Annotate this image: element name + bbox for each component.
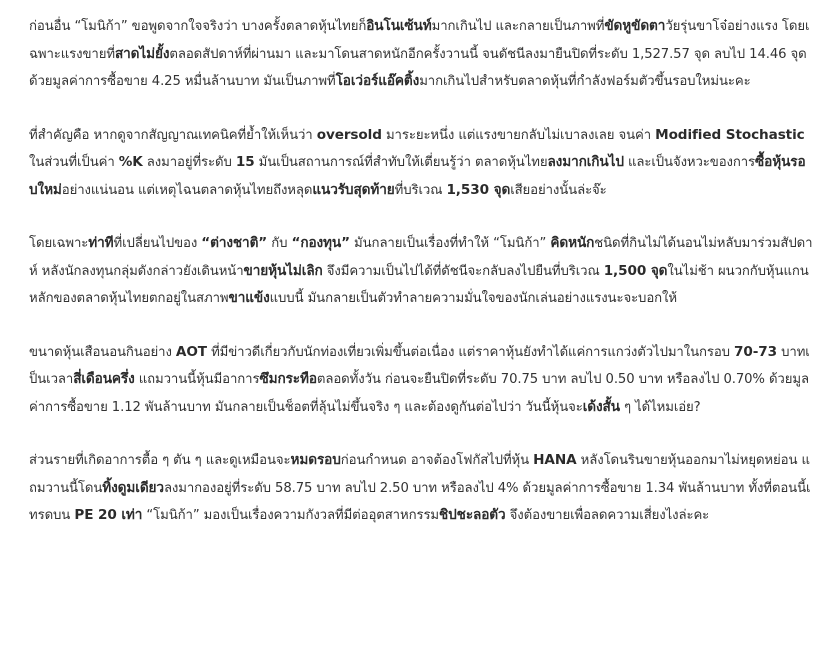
body-text: วัยรุ่นขาโจ๋อย่างแรง โดยเฉพาะแรงขายที่ <box>29 19 810 62</box>
emphasis-text: HANA <box>533 452 577 468</box>
body-text: ที่บริเวณ <box>394 182 447 198</box>
body-text: “โมนิก้า” มองเป็นเรื่องความกังวลที่มีต่ออุตสาหกรรม <box>142 508 440 523</box>
body-text: ก่อนกำหนด อาจต้องโฟกัสไปที่หุ้น <box>340 453 534 468</box>
paragraph-2 <box>29 122 813 205</box>
paragraph-4 <box>29 339 813 422</box>
emphasis-text: ซึมกระทือ <box>259 371 317 387</box>
body-text: โดยเฉพาะ <box>29 236 89 251</box>
emphasis-text: สี่เดือนครึ่ง <box>73 371 135 387</box>
body-text: มันเป็นสถานการณ์ที่สำทับให้เตี่ยนรู้ว่า ตลาดหุ้นไทย <box>254 155 548 170</box>
emphasis-text: ขายหุ้นไม่เลิก <box>243 262 323 279</box>
body-text: มากเกินไปสำหรับตลาดหุ้นที่กำลังฟอร์มตัวขึ้นรอบใหม่นะคะ <box>419 74 751 89</box>
body-text: ๆ ได้ไหมเอ่ย? <box>619 399 701 415</box>
paragraph-1 <box>29 13 813 96</box>
body-text: ตลอดทั้งวัน ก่อนจะยืนปิดที่ระดับ 70.75 บาท ลบไป 0.50 บาท หรือลงไป 0.70% ด้วยมูลค่าการซื้อขาย 1.12 พันล้านบาท มันกลายเป็นช็อตที่ลุ้นไม่ขึ้นจริง ๆ และต้องดูกันต่อไปว่า วันนี้หุ้นจะ <box>29 372 809 415</box>
body-text: ที่สำคัญคือ หากดูจากสัญญาณเทคนิคที่ย้ำให้เห็นว่า <box>29 127 317 143</box>
emphasis-text: ขาแข้ง <box>228 290 270 306</box>
emphasis-text: %K <box>118 154 143 170</box>
body-text: ลงมาอยู่ที่ระดับ <box>142 155 236 170</box>
body-text: ลงมากองอยู่ที่ระดับ 58.75 บาท ลบไป 2.50 บาท หรือลงไป 4% ด้วยมูลค่าการซื้อขาย 1.34 พันล้านบาท ทั้งที่ตอนนี้เทรดบน <box>29 480 811 523</box>
emphasis-text: 70-73 <box>734 343 778 360</box>
emphasis-text: เด้งสั้น <box>582 398 620 415</box>
body-text: มากเกินไป และกลายเป็นภาพที่ <box>431 19 605 34</box>
emphasis-text: oversold <box>316 126 382 143</box>
body-text: จึงต้องขายเพื่อลดความเสี่ยงไงล่ะคะ <box>505 508 710 523</box>
emphasis-text: ลงมากเกินไป <box>547 154 624 170</box>
emphasis-text: “ต่างชาติ” <box>201 235 268 251</box>
body-text: บาทเป็นเวลา <box>29 344 810 387</box>
body-text: ที่เปลี่ยนไปของ <box>113 236 202 251</box>
body-text: ส่วนรายที่เกิดอาการตื้อ ๆ ตัน ๆ และดูเหมือนจะ <box>29 453 291 468</box>
body-text: ตลอดสัปดาห์ที่ผ่านมา และมาโดนสาดหนักอีกครั้งวานนี้ จนดัชนีลงมายืนปิดที่ระดับ 1,527.57 จุด ลบไป 14.46 จุด ด้วยมูลค่าการซื้อขาย 4.25 หมื่นล้านบาท มันเป็นภาพที่ <box>29 46 807 89</box>
emphasis-text: ชิปชะลอตัว <box>439 507 506 523</box>
body-text: อย่างแน่นอน แต่เหตุไฉนตลาดหุ้นไทยถึงหลุด <box>61 182 313 198</box>
body-text: กับ <box>267 236 292 251</box>
body-text: มันกลายเป็นเรื่องที่ทำให้ “โมนิก้า” <box>349 236 551 251</box>
emphasis-text: 1,500 จุด <box>603 262 668 279</box>
body-text: มาระยะหนึ่ง แต่แรงขายกลับไม่เบาลงเลย จนค่า <box>381 127 656 143</box>
emphasis-text: “กองทุน” <box>291 235 350 251</box>
emphasis-text: PE 20 เท่า <box>74 507 143 523</box>
emphasis-text: Modified Stochastic <box>655 126 805 143</box>
body-text: จึงมีความเป็นไปได้ที่ดัชนีจะกลับลงไปยืนที่บริเวณ <box>322 263 604 279</box>
emphasis-text: โอเว่อร์แอ๊คติ้ง <box>335 73 420 89</box>
body-text: และเป็นจังหวะของการ <box>623 155 756 170</box>
body-text: ในส่วนที่เป็นค่า <box>29 155 119 170</box>
body-text: ชนิดที่กินไม่ได้นอนไม่หลับมาร่วมสัปดาห์ หลังนักลงทุนกลุ่มดังกล่าวยังเดินหน้า <box>29 236 813 279</box>
emphasis-text: แนวรับสุดท้าย <box>312 181 395 198</box>
body-text: แบบนี้ มันกลายเป็นตัวทำลายความมั่นใจของนักเล่นอย่างแรงนะจะบอกให้ <box>269 291 677 306</box>
emphasis-text: ขัดหูขัดตา <box>604 18 666 34</box>
emphasis-text: ซื้อหุ้นรอบใหม่ <box>29 154 806 198</box>
body-text: ในไม่ช้า ผนวกกับหุ้นแกนหลักของตลาดหุ้นไทยตกอยู่ในสภาพ <box>29 263 809 306</box>
paragraph-3 <box>29 230 813 313</box>
emphasis-text: คิดหนัก <box>550 235 595 251</box>
body-text: ขนาดหุ้นเสือนอนกินอย่าง <box>29 344 176 360</box>
emphasis-text: อินโนเซ้นท์ <box>366 18 432 34</box>
emphasis-text: ทิ้งดูมเดียว <box>102 479 164 496</box>
emphasis-text: สาดไม่ยั้ง <box>114 45 170 62</box>
emphasis-text: ท่าที <box>88 235 114 251</box>
body-text: ก่อนอื่น “โมนิก้า” ขอพูดจากใจจริงว่า บางครั้งตลาดหุ้นไทยก็ <box>29 19 367 34</box>
body-text: แถมวานนี้หุ้นมีอาการ <box>134 372 260 387</box>
emphasis-text: หมดรอบ <box>290 452 341 468</box>
emphasis-text: AOT <box>175 343 207 360</box>
emphasis-text: 1,530 จุด <box>446 181 511 198</box>
emphasis-text: 15 <box>235 154 255 170</box>
body-text: เสียอย่างนั้นล่ะจ๊ะ <box>510 182 607 198</box>
paragraph-5 <box>29 447 813 530</box>
body-text: ที่มีข่าวดีเกี่ยวกับนักท่องเที่ยวเพิ่มขึ้นต่อเนื่อง แต่ราคาหุ้นยังทำได้แค่การแกว่งตัวไปมาในกรอบ <box>206 344 735 360</box>
body-text: หลังโดนรินขายหุ้นออกมาไม่หยุดหย่อน แถมวานนี้โดน <box>29 453 810 496</box>
